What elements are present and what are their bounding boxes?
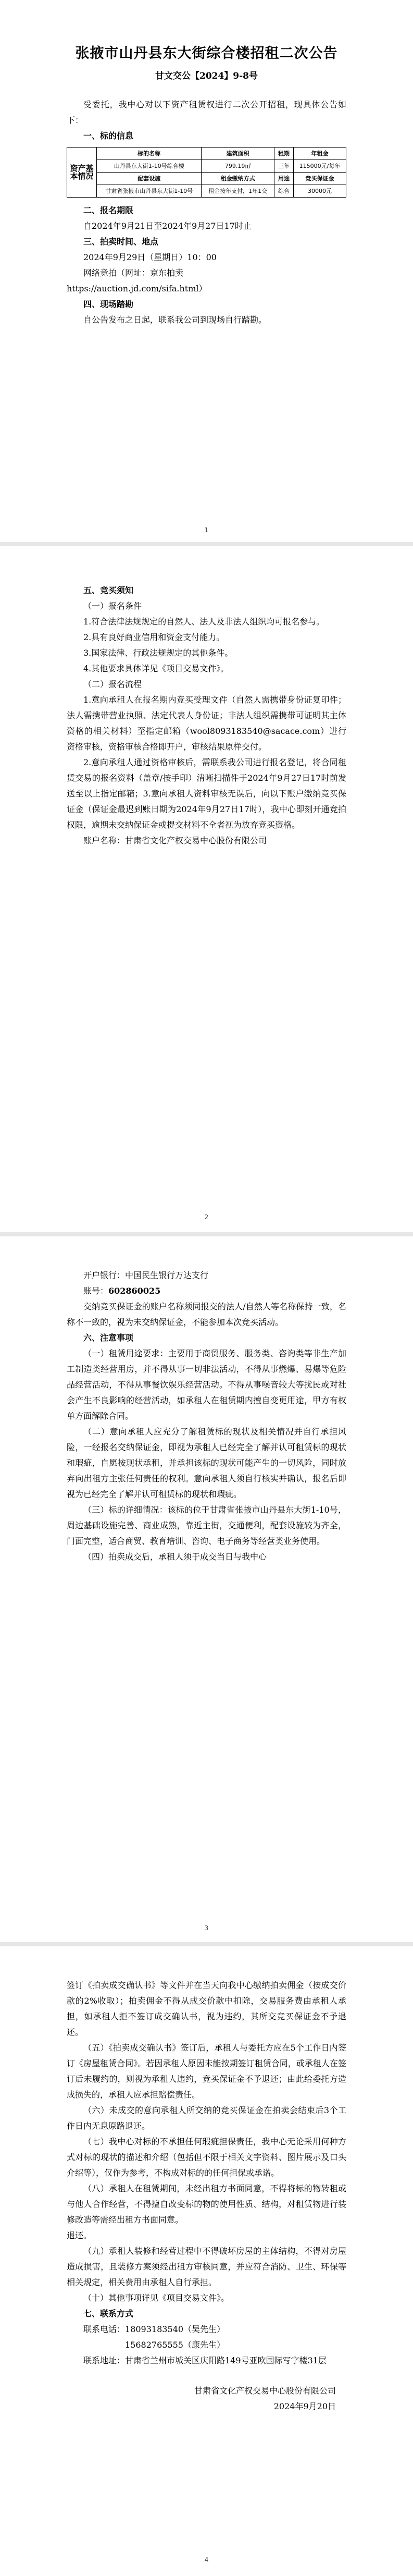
notice-item: （八）承租人在租赁期间，未经出租方书面同意，不得将标的物转租或与他人合作经营，不得擅自改变标的物的使用性质、结构，对租赁物进行装修改造等需经出租方书面同意。 [67,2184,346,2225]
process-title: （二）报名流程 [83,679,142,689]
table-cell: 租金按年支付，1年1交 [202,185,274,198]
section-heading-6: 六、注意事项 [83,1333,134,1343]
section-heading-1: 一、标的信息 [83,131,134,141]
table-header: 竞买保证金 [294,173,346,185]
contact-address: 联系地址：甘肃省兰州市城关区庆阳路149号亚欧国际写字楼31层 [83,2356,327,2365]
auction-url[interactable]: https://auction.jd.com/sifa.html） [67,284,207,293]
intro-text: 受委托，我中心对以下资产租赁权进行二次公开招租，现具体公告如下： [67,100,346,125]
table-header: 用途 [274,173,293,185]
conditions-title: （一）报名条件 [83,601,142,611]
notice-item: （二）意向承租人应充分了解租赁标的现状及相关情况并自行承担风险，一经报名交纳保证金，即视为承租人已经完全了解并认可租赁标的现状和瑕疵，自愿按现状承租，并承担该标的现状可能产生的一切风险，同时放弃向出租方主张任何责任的权利。意向承租人须自行核实并确认，报名后即视为已经完全了解并认可租赁标的现状和瑕疵。 [67,1427,346,1499]
page-number: 3 [204,1924,209,1932]
notice-item: （六）未成交的意向承租人所交纳的竞买保证金在拍卖会结束后3个工作日内无息原路退还。 [67,2105,346,2131]
notice-item: （四）拍卖成交后，承租人须于成交当日与我中心 [83,1552,267,1562]
page-divider [0,1942,413,1946]
bank-name: 开户银行：中国民生银行万达支行 [83,1270,209,1280]
notice-item: 退还。 [67,2230,92,2240]
condition-item: 4.其他要求具体详见《项目交易文件》。 [83,664,229,673]
table-cell: 115000元/每年 [294,160,346,173]
signature-org: 甘肃省文化产权交易中心股份有限公司 [194,2386,336,2396]
condition-item: 3.国家法律、行政法规规定的其他条件。 [83,648,233,658]
account-name-label: 账户名称： [83,836,126,845]
page-3 [0,1236,413,1942]
section-heading-7: 七、联系方式 [83,2309,134,2319]
notice-item: （九）承租人装修和经营过程中不得破坏房屋的主体结构，不得对房屋造成损害，且装修方案须经出租方审核同意，并应符合消防、卫生、环保等相关规定，相关费用由承租人自行承担。 [67,2246,346,2287]
asset-table [67,147,346,198]
table-cell: 山丹县东大街1-10号综合楼 [97,160,202,173]
table-cell: 799.19㎡ [202,160,274,173]
signature-date: 2024年9月20日 [273,2401,336,2411]
page-divider [0,542,413,546]
table-header: 年租金 [294,148,346,160]
process-item: 1.意向承租人在报名期内竞买受理文件（自然人需携带身份证复印件；法人需携带营业执照、法定代表人身份证；非法人组织需携带可证明其主体资格的相关材料）至指定邮箱（wool8093183540@sacace.com）进行资格审核，资格审核合格即开户，审核结果原样交付。 [67,695,346,752]
page-1 [0,0,413,542]
page-2 [0,546,413,1232]
table-header: 建筑面积 [202,148,274,160]
deposit-note: 交纳竞买保证金的账户名称须同报交的法人/自然人等名称保持一致，名称不一致的，视为未交纳保证金，不能参加本次竞买活动。 [67,1302,346,1327]
notice-item: （十）其他事项详见《项目交易文件》。 [83,2293,230,2303]
contact-phone-line [67,2322,346,2337]
table-cell: 甘肃省张掖市山丹县东大街1-10号 [97,185,202,198]
page-number: 4 [204,2556,209,2563]
document-title: 张掖市山丹县东大街综合楼招租二次公告 [75,45,338,62]
account-name-line [67,833,346,849]
registration-period: 自2024年9月21日至2024年9月27日17时止 [83,221,252,231]
table-cell: 30000元 [294,185,346,198]
account-name: 甘肃省文化产权交易中心股份有限公司 [125,836,267,845]
site-visit-text: 自公告发布之日起，联系我公司到现场自行踏勘。 [83,315,267,325]
account-number-line [67,1283,346,1299]
notice-item: 签订《拍卖成交确认书》等文件并在当天向我中心缴纳拍卖佣金（按成交价款的2%收取）；拍卖佣金不得从成交价款中扣除，交易服务费由承租人承担，如承租人拒不签订成交确认书，视为违约，其所交竞买保证金不予退还。 [67,1980,346,2037]
condition-item: 2.具有良好商业信用和资金支付能力。 [83,632,225,642]
table-header: 租期 [274,148,293,160]
auction-platform: 网络竞拍（网址：京东拍卖 [83,268,184,278]
table-header: 标的名称 [97,148,202,160]
section-heading-5: 五、竞买须知 [83,585,134,595]
asset-table-side-label: 资产基本情况 [67,148,97,198]
page-4 [0,1946,413,2576]
auction-time: 2024年9月29日（星期日）10：00 [83,252,217,262]
contact-phone-1: 18093183540（吴先生） [125,2324,225,2334]
document-number: 甘文交公【2024】9-8号 [155,71,258,81]
section-heading-2: 二、报名期限 [83,205,134,215]
process-item: 2.意向承租人通过资格审核后，需联系我公司进行报名登记，将合同租赁交易的报名资料（盖章/按手印）清晰扫描件于2024年9月27日17时前发送至以上指定邮箱；3.意向承租人资料审核无误后，向以下账户缴纳竞买保证金（保证金最迟到账日期为2024年9月27日17时），我中心即刻开通竞拍权限，逾期未交纳保证金或提交材料不全者视为放弃竞买资格。 [67,757,346,830]
notice-item: （五）《拍卖成交确认书》签订后，承租人与委托方应在5个工作日内签订《房屋租赁合同》。若因承租人原因未能按期签订租赁合同，或承租人在签订后未履约的，则视为承租人违约，竞买保证金不予退还；由此给委托方造成损失的，承租人应承担赔偿责任。 [67,2043,346,2100]
notice-item: （七）我中心对标的不承担任何瑕疵担保责任，我中心无论采用何种方式对标的现状的描述和介绍（包括但不限于相关文字资料、图片展示及口头介绍等），仅作为参考，不构成对标的的任何担保或承诺。 [67,2137,346,2178]
notice-item: （三）标的详细情况：该标的位于甘肃省张掖市山丹县东大街1-10号，周边基础设施完善、商业成熟，靠近主街，交通便利，配套设施较为齐全，门面完整，适合商贸、教育培训、咨询、电子商务等经营类业务使用。 [67,1505,346,1546]
notice-item: （一）租赁用途要求：主要用于商贸服务、服务类、咨询类等非生产加工制造类经营用房，并不得从事一切非法活动，不得从事燃爆、易爆等危险品经营活动，不得从事餐饮娱乐经营活动。不得从事噪音较大等扰民或对社会产生不良影响的经营活动，如承租人在租赁期内擅自变更用途，甲方有权单方面解除合同。 [67,1348,346,1421]
table-cell: 三年 [274,160,293,173]
account-number-label: 账号： [83,1286,109,1296]
table-header: 配套设施 [97,173,202,185]
section-heading-4: 四、现场踏勘 [83,299,134,309]
page-number: 1 [204,526,209,534]
condition-item: 1.符合法律法规规定的自然人、法人及非法人组织均可报名参与。 [83,617,325,627]
page-number: 2 [204,1213,209,1221]
contact-phone-2: 15682765555（康先生） [125,2340,225,2350]
account-number: 602860025 [108,1286,161,1296]
contact-phone-label: 联系电话： [83,2324,126,2334]
table-header: 租金缴纳方式 [202,173,274,185]
table-cell: 综合 [274,185,293,198]
section-heading-3: 三、拍卖时间、地点 [83,237,159,247]
page-divider [0,1232,413,1236]
